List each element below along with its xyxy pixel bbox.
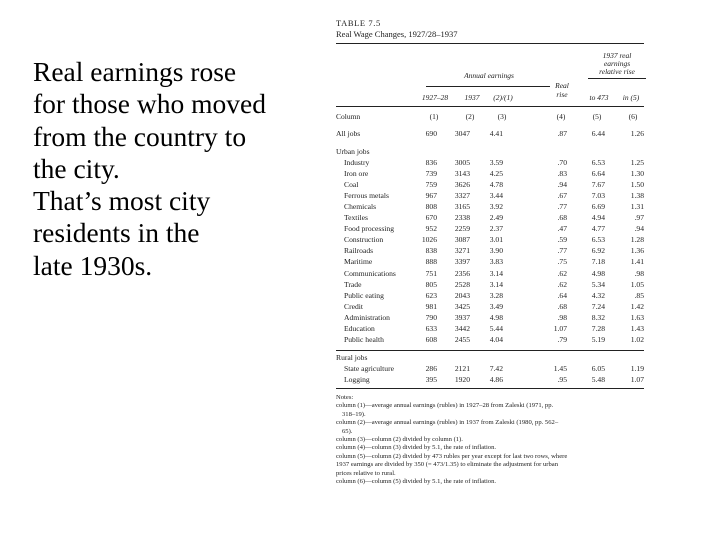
cell-col1: 690 — [425, 129, 437, 138]
cell-col3: 3.49 — [489, 301, 503, 311]
cell-col2: 2121 — [454, 363, 470, 373]
rule-top — [336, 43, 644, 44]
cell-col1: 967 — [425, 190, 437, 200]
cell-col2: 3047 — [454, 129, 470, 138]
table-row-all-jobs — [330, 129, 652, 139]
header-relative-rise: relative rise — [599, 67, 635, 76]
cell-col1: 608 — [425, 335, 437, 345]
cell-col5: 6.44 — [591, 129, 605, 138]
slide-line: the city. — [33, 152, 120, 184]
column-number: (6) — [628, 112, 638, 121]
header-year-1937: 1937 — [464, 93, 480, 102]
cell-col4: .67 — [557, 190, 567, 200]
cell-col3: 3.44 — [489, 190, 503, 200]
cell-col2: 2528 — [454, 279, 470, 289]
cell-col4: .62 — [557, 268, 567, 278]
table-row — [330, 235, 652, 245]
cell-col4: 1.07 — [553, 324, 567, 333]
column-number: (5) — [592, 112, 602, 121]
row-label: Maritime — [344, 257, 373, 267]
cell-col3: 4.04 — [489, 335, 503, 345]
cell-col6: .94 — [634, 224, 644, 234]
cell-col2: 2455 — [454, 335, 470, 345]
rule-relative-group — [588, 78, 646, 79]
cell-col4: .83 — [557, 168, 567, 178]
table-row — [330, 224, 652, 234]
cell-col1: 805 — [425, 279, 437, 289]
cell-col2: 3397 — [454, 257, 470, 267]
note-line: column (5)—column (2) divided by 473 rubles per year except for last two rows, where — [336, 452, 568, 460]
cell-col5: 6.69 — [591, 201, 605, 211]
cell-col3: 4.41 — [489, 129, 503, 138]
cell-col6: 1.36 — [630, 246, 644, 256]
table-title: Real Wage Changes, 1927/28–1937 — [336, 29, 458, 39]
table-row — [330, 302, 652, 312]
cell-col6: 1.07 — [630, 374, 644, 384]
cell-col4: .98 — [557, 312, 567, 322]
cell-col5: 5.34 — [591, 279, 605, 289]
cell-col6: .98 — [634, 268, 644, 278]
table-row — [330, 158, 652, 168]
cell-col2: 3626 — [454, 179, 470, 189]
table-row — [330, 324, 652, 334]
cell-col6: 1.43 — [630, 324, 644, 333]
table-notes — [336, 394, 650, 486]
cell-col2: 3327 — [454, 190, 470, 200]
cell-col6: 1.30 — [630, 168, 644, 178]
rule-before-rural — [336, 350, 644, 351]
note-line: column (6)—column (5) divided by 5.1, the rate of inflation. — [336, 478, 497, 486]
cell-col3: 4.25 — [489, 168, 503, 178]
cell-col1: 759 — [425, 179, 437, 189]
cell-col5: 6.53 — [591, 235, 605, 245]
row-label: Ferrous metals — [344, 190, 389, 200]
note-line: 318–19). — [342, 410, 366, 418]
cell-col4: .64 — [557, 290, 567, 300]
cell-col4: .77 — [557, 246, 567, 256]
cell-col5: 4.98 — [591, 268, 605, 278]
header-to-473: to 473 — [589, 93, 609, 102]
slide-line: That’s most city — [33, 185, 211, 217]
cell-col4: 1.45 — [553, 363, 567, 373]
header-year-1927: 1927–28 — [421, 93, 449, 102]
cell-col5: 6.64 — [591, 168, 605, 178]
slide-line: for those who moved — [33, 88, 266, 120]
rule-annual-earnings — [426, 86, 550, 87]
cell-col2: 3937 — [454, 312, 470, 322]
row-label: Administration — [344, 312, 390, 322]
note-line: prices relative to rural. — [336, 469, 396, 477]
cell-col2: 2356 — [454, 268, 470, 278]
row-label: Construction — [344, 235, 384, 245]
cell-col1: 888 — [425, 257, 437, 267]
cell-col4: .62 — [557, 279, 567, 289]
cell-col6: 1.28 — [630, 235, 644, 245]
cell-col4: .68 — [557, 213, 567, 222]
row-label: Coal — [344, 179, 359, 189]
cell-col5: 7.03 — [591, 190, 605, 200]
cell-col2: 1920 — [454, 374, 470, 384]
cell-col3: 3.92 — [489, 201, 503, 211]
row-label: Trade — [344, 279, 362, 289]
header-rise: rise — [556, 90, 568, 99]
header-earnings: earnings — [603, 59, 631, 68]
cell-col3: 2.49 — [489, 213, 503, 222]
cell-col1: 670 — [425, 213, 437, 222]
column-number: (3) — [497, 112, 507, 121]
table-row — [330, 257, 652, 267]
note-line: column (1)—average annual earnings (rubles) in 1927–28 from Zaleski (1971, pp. — [336, 402, 554, 410]
cell-col1: 1026 — [421, 235, 437, 245]
cell-col2: 2043 — [454, 290, 470, 300]
cell-col2: 2259 — [454, 224, 470, 234]
column-number: (2) — [465, 112, 475, 121]
cell-col4: .87 — [557, 129, 567, 138]
table-row — [330, 202, 652, 212]
note-line: 1937 earnings are divided by 350 (= 473/1.35) to eliminate the adjustment for urban — [336, 461, 558, 469]
column-number: (4) — [556, 112, 566, 121]
header-annual-earnings: Annual earnings — [464, 71, 514, 80]
row-label: Logging — [344, 374, 370, 384]
cell-col1: 395 — [425, 374, 437, 384]
cell-col2: 2338 — [454, 213, 470, 222]
rule-header — [336, 106, 644, 107]
cell-col4: .77 — [557, 201, 567, 211]
table-row — [330, 269, 652, 279]
row-label: Communications — [344, 268, 396, 278]
cell-col3: 4.78 — [489, 179, 503, 189]
table-caption: TABLE 7.5 — [336, 18, 381, 28]
table-row — [330, 313, 652, 323]
cell-col4: .59 — [557, 235, 567, 245]
cell-col5: 4.32 — [591, 290, 605, 300]
cell-col6: 1.31 — [630, 201, 644, 211]
row-label: Public eating — [344, 290, 384, 300]
cell-col1: 633 — [425, 324, 437, 333]
cell-col2: 3425 — [454, 301, 470, 311]
cell-col6: 1.05 — [630, 279, 644, 289]
row-label: Textiles — [344, 213, 368, 222]
cell-col4: .47 — [557, 224, 567, 234]
table-row — [330, 180, 652, 190]
cell-col6: .85 — [634, 290, 644, 300]
header-1937-real: 1937 real — [602, 51, 632, 60]
cell-col2: 3143 — [454, 168, 470, 178]
cell-col6: 1.19 — [630, 363, 644, 373]
cell-col2: 3271 — [454, 246, 470, 256]
cell-col1: 808 — [425, 201, 437, 211]
section-heading-urban: Urban jobs — [336, 147, 370, 156]
row-label: All jobs — [336, 129, 361, 138]
rule-bottom — [336, 388, 644, 389]
cell-col5: 8.32 — [591, 312, 605, 322]
row-label: Chemicals — [344, 201, 377, 211]
cell-col3: 3.90 — [489, 246, 503, 256]
cell-col4: .95 — [557, 374, 567, 384]
cell-col4: .68 — [557, 301, 567, 311]
slide-line: late 1930s. — [33, 249, 153, 281]
cell-col1: 981 — [425, 301, 437, 311]
cell-col6: 1.02 — [630, 335, 644, 345]
header-in5: in (5) — [622, 93, 640, 102]
cell-col3: 2.37 — [489, 224, 503, 234]
row-label: Credit — [344, 301, 363, 311]
column-number: (1) — [429, 112, 439, 121]
row-label: Food processing — [344, 224, 394, 234]
cell-col5: 4.94 — [591, 213, 605, 222]
cell-col5: 7.18 — [591, 257, 605, 267]
row-label: State agriculture — [344, 363, 394, 373]
cell-col4: .75 — [557, 257, 567, 267]
cell-col6: 1.41 — [630, 257, 644, 267]
cell-col6: 1.25 — [630, 157, 644, 167]
cell-col3: 3.28 — [489, 290, 503, 300]
column-label: Column — [336, 112, 361, 121]
cell-col5: 7.24 — [591, 301, 605, 311]
cell-col1: 751 — [425, 268, 437, 278]
cell-col4: .70 — [557, 157, 567, 167]
table-row — [330, 291, 652, 301]
slide-text — [33, 56, 318, 282]
cell-col2: 3087 — [454, 235, 470, 245]
cell-col5: 7.67 — [591, 179, 605, 189]
cell-col5: 5.19 — [591, 335, 605, 345]
cell-col5: 6.05 — [591, 363, 605, 373]
cell-col5: 7.28 — [591, 324, 605, 333]
row-label: Industry — [344, 157, 370, 167]
table-scan — [330, 18, 652, 512]
slide-line: residents in the — [33, 217, 200, 249]
note-line: column (3)—column (2) divided by column (1). — [336, 436, 463, 444]
note-line: column (2)—average annual earnings (rubles) in 1937 from Zaleski (1980, pp. 562– — [336, 419, 559, 427]
row-label: Railroads — [344, 246, 374, 256]
cell-col6: .97 — [634, 213, 644, 222]
slide-line: Real earnings rose — [33, 56, 237, 87]
cell-col3: 7.42 — [489, 363, 503, 373]
table-row — [330, 280, 652, 290]
cell-col3: 3.01 — [489, 235, 503, 245]
cell-col3: 5.44 — [489, 324, 503, 333]
note-line: column (4)—column (3) divided by 5.1, the rate of inflation. — [336, 444, 497, 452]
cell-col5: 4.77 — [591, 224, 605, 234]
cell-col1: 836 — [425, 157, 437, 167]
header-real: Real — [555, 81, 569, 90]
cell-col1: 838 — [425, 246, 437, 256]
cell-col1: 739 — [425, 168, 437, 178]
table-row — [330, 169, 652, 179]
note-line: 65). — [342, 427, 353, 435]
header-ratio: (2)/(1) — [493, 93, 513, 102]
cell-col3: 3.59 — [489, 157, 503, 167]
cell-col4: .79 — [557, 335, 567, 345]
cell-col5: 6.53 — [591, 157, 605, 167]
table-row — [330, 191, 652, 201]
cell-col1: 623 — [425, 290, 437, 300]
section-heading-rural: Rural jobs — [336, 353, 368, 362]
cell-col3: 4.98 — [489, 312, 503, 322]
cell-col5: 6.92 — [591, 246, 605, 256]
cell-col3: 3.83 — [489, 257, 503, 267]
table-row — [330, 364, 652, 374]
cell-col1: 790 — [425, 312, 437, 322]
table-row — [330, 213, 652, 223]
cell-col3: 4.86 — [489, 374, 503, 384]
slide-line: from the country to — [33, 120, 247, 152]
table-row — [330, 246, 652, 256]
cell-col6: 1.50 — [630, 179, 644, 189]
cell-col6: 1.38 — [630, 190, 644, 200]
cell-col5: 5.48 — [591, 374, 605, 384]
cell-col1: 952 — [425, 224, 437, 234]
cell-col6: 1.63 — [630, 312, 644, 322]
cell-col3: 3.14 — [489, 279, 503, 289]
table-row — [330, 375, 652, 385]
cell-col3: 3.14 — [489, 268, 503, 278]
row-label: Public health — [344, 335, 384, 345]
cell-col6: 1.26 — [630, 129, 644, 138]
cell-col4: .94 — [557, 179, 567, 189]
row-label: Iron ore — [344, 168, 369, 178]
cell-col2: 3442 — [454, 324, 470, 333]
cell-col1: 286 — [425, 363, 437, 373]
note-line: Notes: — [336, 394, 354, 401]
cell-col6: 1.42 — [630, 301, 644, 311]
row-label: Education — [344, 324, 375, 333]
cell-col2: 3165 — [454, 201, 470, 211]
cell-col2: 3005 — [454, 157, 470, 167]
table-row — [330, 335, 652, 345]
